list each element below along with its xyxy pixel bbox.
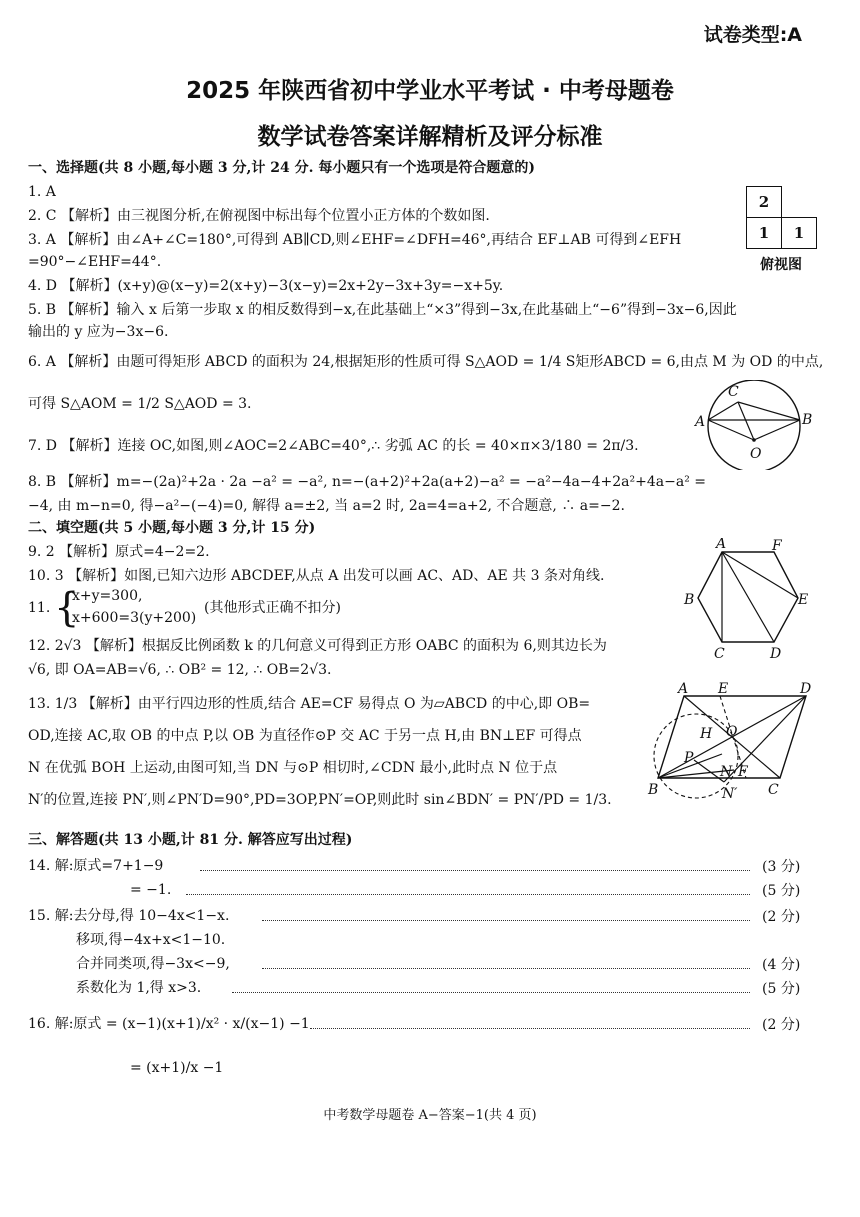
circle-label-a: A — [695, 414, 706, 430]
par-label-a: A — [678, 682, 689, 697]
dotted-leader — [262, 920, 750, 921]
q15-line2: 移项,得−4x+x<1−10. — [76, 932, 226, 948]
page-title: 2025 年陕西省初中学业水平考试 · 中考母题卷 — [186, 78, 674, 104]
q16-score1: (2 分) — [762, 1017, 801, 1033]
par-label-o: O — [726, 724, 738, 740]
q8-answer-line1: 8. B 【解析】m=−(2a)²+2a · 2a −a² = −a², n=−(a+2)²+2a(a+2)−a² = −a²−4a−4+2a²+4a−a² = — [28, 474, 706, 490]
page-subtitle: 数学试卷答案详解精析及评分标准 — [257, 124, 603, 150]
circle-label-b: B — [802, 412, 813, 428]
q11-eq2: x+600=3(y+200) — [72, 610, 197, 626]
q1-answer: 1. A — [28, 184, 56, 200]
paper-type: 试卷类型:A — [703, 24, 802, 46]
q11-eq1: x+y=300, — [72, 588, 143, 604]
q2-answer: 2. C 【解析】由三视图分析,在俯视图中标出每个位置小正方体的个数如图. — [28, 208, 490, 224]
q13-answer-line1: 13. 1/3 【解析】由平行四边形的性质,结合 AE=CF 易得点 O 为▱ABCD 的中心,即 OB= — [28, 696, 591, 712]
q16-line1: 16. 解:原式 = (x−1)(x+1)/x² · x/(x−1) −1 — [28, 1016, 310, 1032]
dotted-leader — [262, 968, 750, 969]
q8-answer-line2: −4, 由 m−n=0, 得−a²−(−4)=0, 解得 a=±2, 当 a=2 时, 2a=4=a+2, 不合题意, ∴ a=−2. — [28, 498, 625, 514]
hex-label-a: A — [716, 538, 727, 552]
q15-line4: 系数化为 1,得 x>3. — [76, 980, 202, 996]
hex-label-f: F — [772, 538, 782, 554]
par-label-n-prime: N′ — [722, 786, 738, 802]
circle-label-o: O — [750, 446, 762, 462]
q11-number: 11. — [28, 600, 51, 616]
q6-answer-line1: 6. A 【解析】由题可得矩形 ABCD 的面积为 24,根据矩形的性质可得 S△AOD = 1/4 S矩形ABCD = 6,由点 M 为 OD 的中点, — [28, 354, 824, 370]
q15-line3: 合并同类项,得−3x<−9, — [76, 956, 230, 972]
q14-line1: 14. 解:原式=7+1−9 — [28, 858, 164, 874]
top-view-cell: 2 — [746, 186, 782, 218]
circle-figure — [690, 380, 820, 470]
dotted-leader — [200, 870, 750, 871]
hex-label-b: B — [684, 592, 695, 608]
dotted-leader — [232, 992, 750, 993]
par-label-h: H — [700, 726, 713, 742]
par-label-c: C — [768, 782, 779, 798]
q4-answer: 4. D 【解析】(x+y)@(x−y)=2(x+y)−3(x−y)=2x+2y−3x+3y=−x+5y. — [28, 278, 504, 294]
q3-answer-line1: 3. A 【解析】由∠A+∠C=180°,可得到 AB∥CD,则∠EHF=∠DFH=46°,再结合 EF⊥AB 可得到∠EFH — [28, 232, 682, 248]
q13-answer-line2: OD,连接 AC,取 OB 的中点 P,以 OB 为直径作⊙P 交 AC 于另一点 H,由 BN⊥EF 可得点 — [28, 728, 582, 744]
q12-answer-line1: 12. 2√3 【解析】根据反比例函数 k 的几何意义可得到正方形 OABC 的面积为 6,则其边长为 — [28, 638, 607, 654]
par-label-d: D — [800, 682, 812, 697]
q13-answer-line3: N 在优弧 BOH 上运动,由图可知,当 DN 与⊙P 相切时,∠CDN 最小,此时点 N 位于点 — [28, 760, 558, 776]
hex-label-e: E — [798, 592, 809, 608]
q13-answer-line4: N′的位置,连接 PN′,则∠PN′D=90°,PD=3OP,PN′=OP,则此时 sin∠BDN′ = PN′/PD = 1/3. — [28, 792, 612, 808]
q10-answer: 10. 3 【解析】如图,已知六边形 ABCDEF,从点 A 出发可以画 AC、AD、AE 共 3 条对角线. — [28, 568, 605, 584]
q5-answer-line1: 5. B 【解析】输入 x 后第一步取 x 的相反数得到−x,在此基础上“×3”得到−3x,在此基础上“−6”得到−3x−6,因此 — [28, 302, 737, 318]
q14-score2: (5 分) — [762, 883, 801, 899]
circle-label-c: C — [728, 384, 739, 400]
q6-answer-line2: 可得 S△AOM = 1/2 S△AOD = 3. — [28, 396, 252, 412]
q5-answer-line2: 输出的 y 应为−3x−6. — [28, 324, 169, 340]
top-view-cell: 1 — [746, 217, 782, 249]
section1-header: 一、选择题(共 8 小题,每小题 3 分,计 24 分. 每小题只有一个选项是符合题意的) — [28, 160, 535, 176]
q7-answer: 7. D 【解析】连接 OC,如图,则∠AOC=2∠ABC=40°,∴ 劣弧 AC 的长 = 40×π×3/180 = 2π/3. — [28, 438, 639, 454]
par-label-b: B — [648, 782, 659, 798]
dotted-leader — [186, 894, 750, 895]
par-label-e: E — [718, 682, 729, 697]
q15-line1: 15. 解:去分母,得 10−4x<1−x. — [28, 908, 230, 924]
par-label-n: N — [720, 764, 733, 780]
q11-brace: { — [54, 585, 80, 631]
q16-line2: = (x+1)/x −1 — [130, 1060, 224, 1076]
hex-label-c: C — [714, 646, 725, 660]
hexagon-figure — [680, 538, 810, 660]
q14-line2: = −1. — [130, 882, 172, 898]
top-view-caption: 俯视图 — [760, 257, 802, 273]
section2-header: 二、填空题(共 5 小题,每小题 3 分,计 15 分) — [28, 520, 316, 536]
hex-label-d: D — [770, 646, 782, 660]
q11-note: (其他形式正确不扣分) — [204, 600, 341, 616]
page-footer: 中考数学母题卷 A−答案−1(共 4 页) — [323, 1108, 537, 1123]
par-label-p: P — [684, 750, 694, 766]
q15-score4: (5 分) — [762, 981, 801, 997]
q14-score1: (3 分) — [762, 859, 801, 875]
q9-answer: 9. 2 【解析】原式=4−2=2. — [28, 544, 210, 560]
q3-answer-line2: =90°−∠EHF=44°. — [28, 254, 162, 270]
section3-header: 三、解答题(共 13 小题,计 81 分. 解答应写出过程) — [28, 832, 353, 848]
dotted-leader — [310, 1028, 750, 1029]
parallelogram-figure — [646, 682, 816, 802]
q12-answer-line2: √6, 即 OA=AB=√6, ∴ OB² = 12, ∴ OB=2√3. — [28, 662, 332, 678]
q15-score3: (4 分) — [762, 957, 801, 973]
par-label-f: F — [738, 764, 748, 780]
top-view-cell: 1 — [781, 217, 817, 249]
q15-score1: (2 分) — [762, 909, 801, 925]
